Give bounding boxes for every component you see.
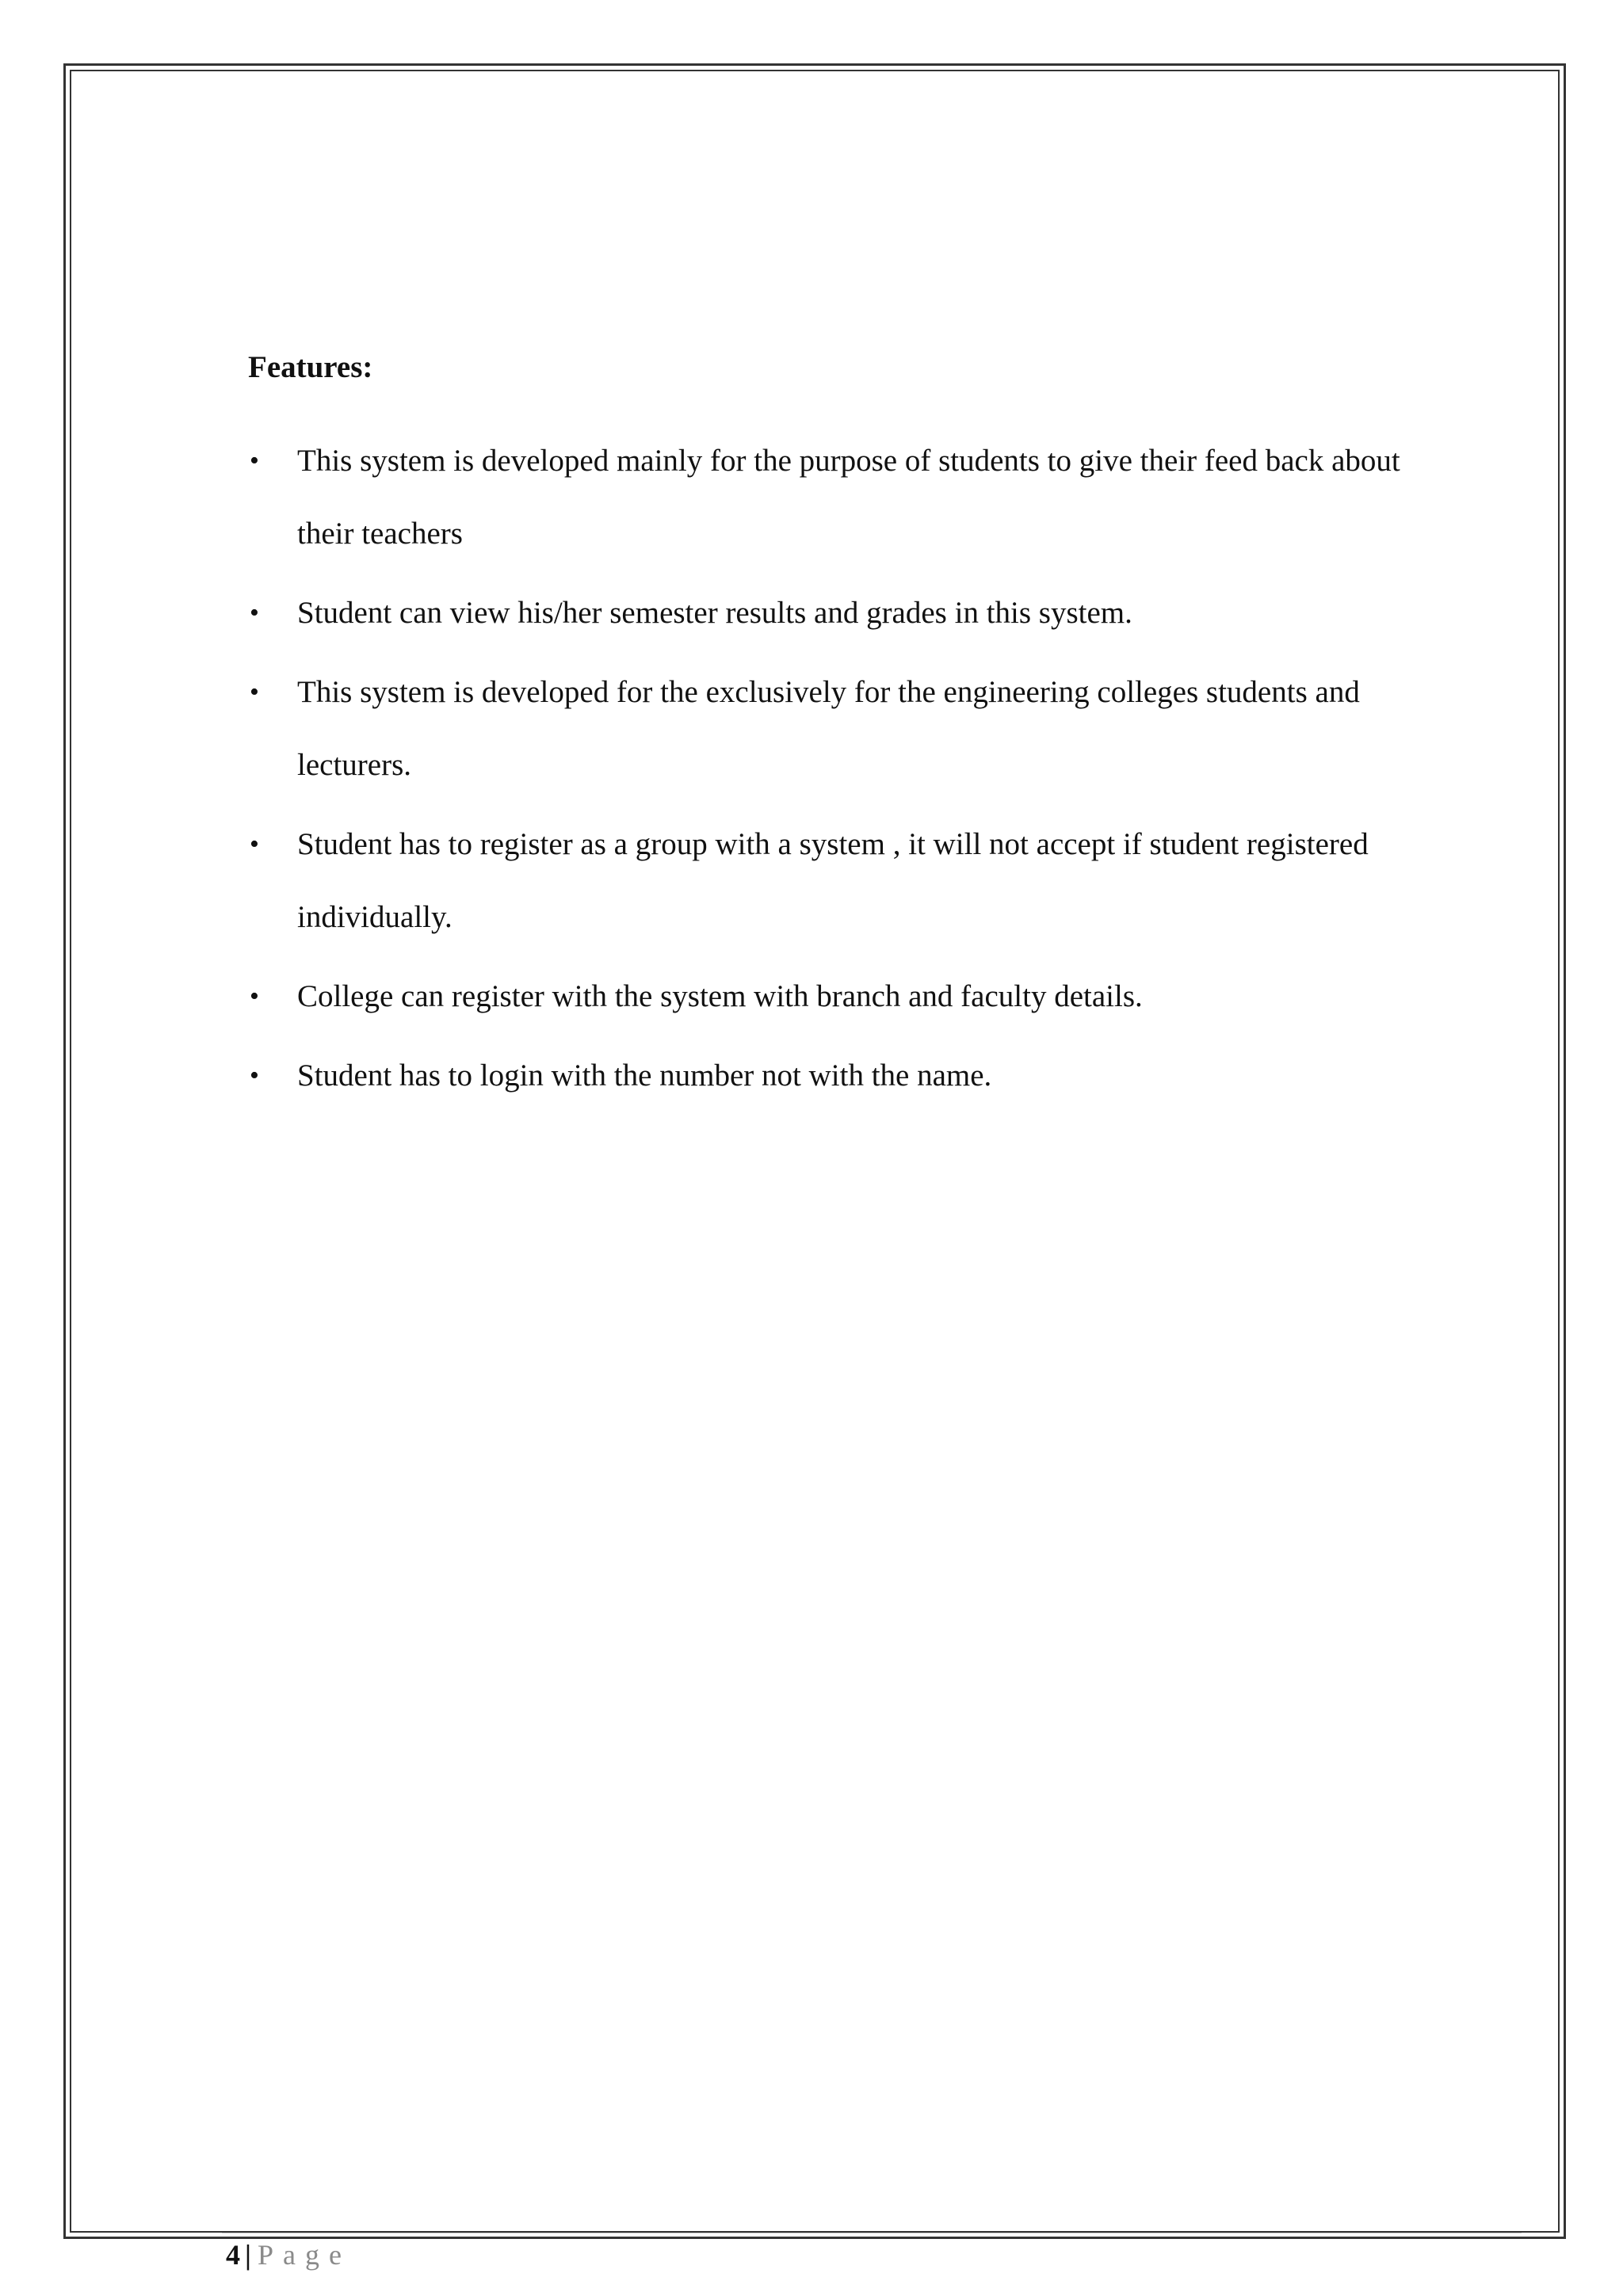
bullet-icon: • bbox=[250, 1061, 259, 1090]
page-content bbox=[248, 349, 1437, 1119]
list-item bbox=[248, 1039, 1437, 1112]
page-label: Page bbox=[257, 2239, 351, 2271]
feature-text: This system is developed mainly for the purpose of students to give their feed back about their teachers bbox=[297, 444, 1400, 551]
footer-separator: | bbox=[245, 2239, 251, 2271]
page-footer bbox=[226, 2236, 351, 2274]
features-list bbox=[248, 425, 1437, 1112]
feature-text: Student has to login with the number not with the name. bbox=[297, 1058, 992, 1093]
bullet-icon: • bbox=[250, 598, 259, 627]
list-item bbox=[248, 577, 1437, 650]
bullet-icon: • bbox=[250, 982, 259, 1011]
bullet-icon: • bbox=[250, 446, 259, 475]
feature-text: College can register with the system with branch and faculty details. bbox=[297, 979, 1143, 1013]
feature-text: Student has to register as a group with a system , it will not accept if student registered individually. bbox=[297, 827, 1369, 934]
feature-text: Student can view his/her semester results and grades in this system. bbox=[297, 596, 1132, 630]
feature-text: This system is developed for the exclusively for the engineering colleges students and lecturers. bbox=[297, 675, 1360, 782]
bullet-icon: • bbox=[250, 677, 259, 707]
page-number: 4 bbox=[226, 2239, 240, 2271]
list-item bbox=[248, 808, 1437, 954]
list-item bbox=[248, 656, 1437, 802]
bullet-icon: • bbox=[250, 830, 259, 859]
list-item bbox=[248, 960, 1437, 1033]
list-item bbox=[248, 425, 1437, 570]
section-heading: Features: bbox=[248, 350, 373, 384]
